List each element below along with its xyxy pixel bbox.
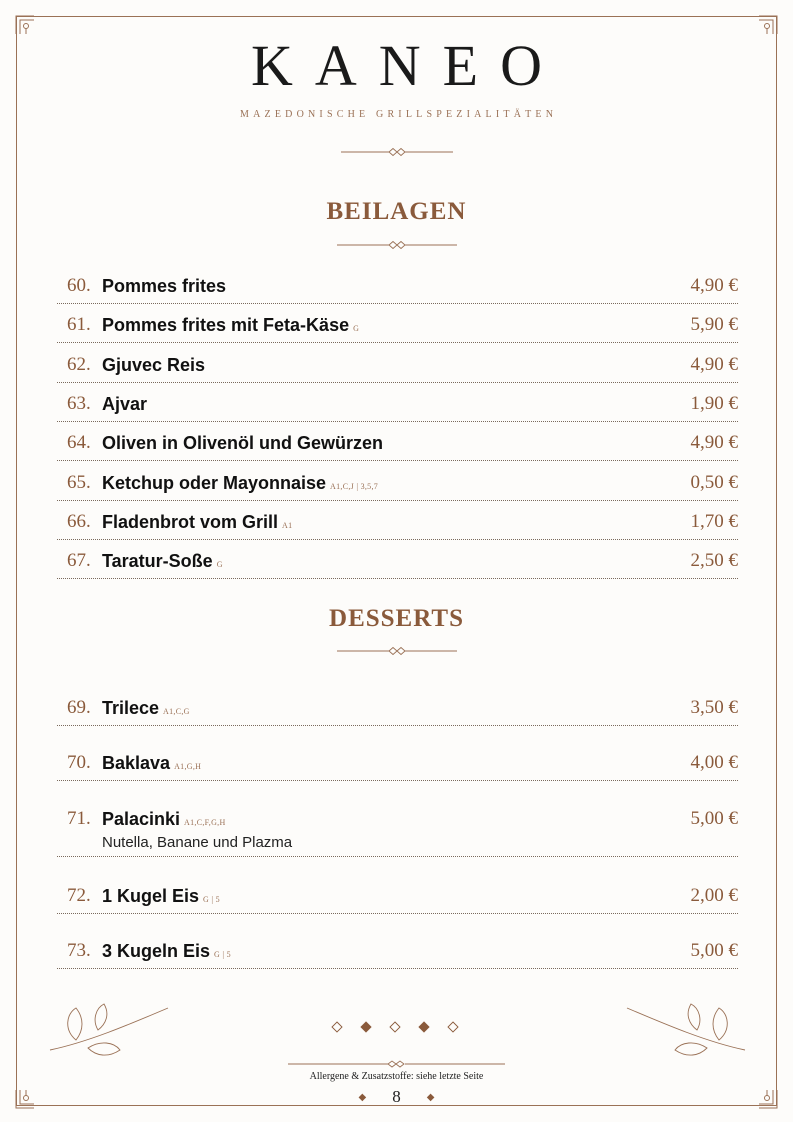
- menu-item: [57, 885, 738, 914]
- item-allergens: A1: [282, 520, 293, 530]
- item-price: 4,90 €: [690, 275, 738, 296]
- item-number: 60.: [67, 275, 91, 296]
- item-price: 4,90 €: [690, 353, 738, 375]
- item-allergens: A1,G,H: [174, 762, 202, 772]
- header-divider-icon: [341, 147, 453, 157]
- brand-tagline: MAZEDONISCHE GRILLSPEZIALITÄTEN: [240, 109, 558, 120]
- section-divider-icon: [337, 240, 457, 250]
- item-name: Palacinki A1,C,F,G,H: [102, 808, 226, 829]
- item-allergens: A1,C,G: [163, 707, 190, 716]
- item-number: 61.: [67, 314, 91, 336]
- menu-item: [57, 432, 738, 461]
- diamond-icon: ◆: [426, 1092, 435, 1103]
- item-price: 3,50 €: [690, 697, 738, 718]
- footer-divider-icon: [288, 1060, 505, 1068]
- item-name: Trilece A1,C,G: [102, 698, 190, 718]
- item-price: 4,90 €: [690, 432, 738, 454]
- item-price: 2,50 €: [690, 550, 738, 572]
- item-name: 1 Kugel Eis G | 5: [102, 885, 220, 906]
- menu-item: [57, 314, 738, 343]
- menu-item: [57, 940, 738, 969]
- diamond-row-icon: [330, 1020, 460, 1034]
- item-allergens: G: [353, 324, 360, 334]
- item-number: 64.: [67, 432, 91, 454]
- menu-item: [57, 511, 738, 540]
- item-number: 73.: [67, 940, 91, 962]
- item-allergens: G | 5: [214, 950, 231, 960]
- item-price: 0,50 €: [690, 471, 738, 493]
- item-name: Taratur-Soße G: [102, 551, 223, 572]
- section-divider-icon: [337, 646, 457, 656]
- item-name: Fladenbrot vom Grill A1: [102, 511, 293, 532]
- diamond-icon: ◆: [358, 1092, 367, 1103]
- item-price: 1,90 €: [690, 392, 738, 414]
- item-price: 5,90 €: [690, 314, 738, 336]
- menu-item: [57, 354, 738, 383]
- menu-item: [57, 752, 738, 781]
- item-price: 4,00 €: [690, 752, 738, 774]
- allergen-note: Allergene & Zusatzstoffe: siehe letzte Seite: [309, 1071, 484, 1082]
- brand-name: KANEO: [251, 33, 564, 98]
- section-title-beilagen: BEILAGEN: [326, 198, 467, 225]
- menu-item: [57, 393, 738, 422]
- item-number: 62.: [67, 353, 91, 375]
- page-number-row: [0, 1087, 793, 1107]
- item-number: 65.: [67, 471, 91, 493]
- item-name: 3 Kugeln Eis G | 5: [102, 941, 231, 962]
- item-name: Pommes frites mit Feta-Käse G: [102, 315, 360, 336]
- item-allergens: G: [216, 560, 223, 570]
- item-allergens: G | 5: [203, 894, 220, 904]
- item-name: Ketchup oder Mayonnaise A1,C,J | 3,5,7: [102, 472, 379, 493]
- item-name: Oliven in Olivenöl und Gewürzen: [102, 433, 384, 454]
- item-price: 2,00 €: [690, 884, 738, 906]
- item-name: Baklava A1,G,H: [102, 753, 202, 774]
- item-number: 71.: [67, 807, 91, 829]
- section-title-desserts: DESSERTS: [329, 605, 464, 632]
- menu-item: [57, 697, 738, 726]
- item-allergens: A1,C,F,G,H: [184, 817, 226, 827]
- item-number: 72.: [67, 884, 91, 906]
- page-number: 8: [392, 1087, 401, 1106]
- item-name: Gjuvec Reis: [102, 354, 206, 375]
- item-number: 70.: [67, 752, 91, 774]
- item-description: Nutella, Banane und Plazma: [102, 833, 293, 851]
- item-name: Ajvar: [102, 393, 148, 414]
- item-price: 1,70 €: [690, 510, 738, 532]
- item-allergens: A1,C,J | 3,5,7: [330, 481, 379, 491]
- item-number: 69.: [67, 697, 91, 718]
- leaf-ornament-right-icon: [622, 1000, 747, 1062]
- item-price: 5,00 €: [690, 940, 738, 962]
- item-number: 66.: [67, 510, 91, 532]
- menu-item: [57, 808, 738, 857]
- menu-item: [57, 550, 738, 579]
- menu-item: [57, 472, 738, 501]
- item-price: 5,00 €: [690, 807, 738, 829]
- item-name: Pommes frites: [102, 276, 227, 296]
- leaf-ornament-left-icon: [48, 1000, 173, 1062]
- menu-item: [57, 275, 738, 304]
- item-number: 63.: [67, 392, 91, 414]
- item-number: 67.: [67, 550, 91, 572]
